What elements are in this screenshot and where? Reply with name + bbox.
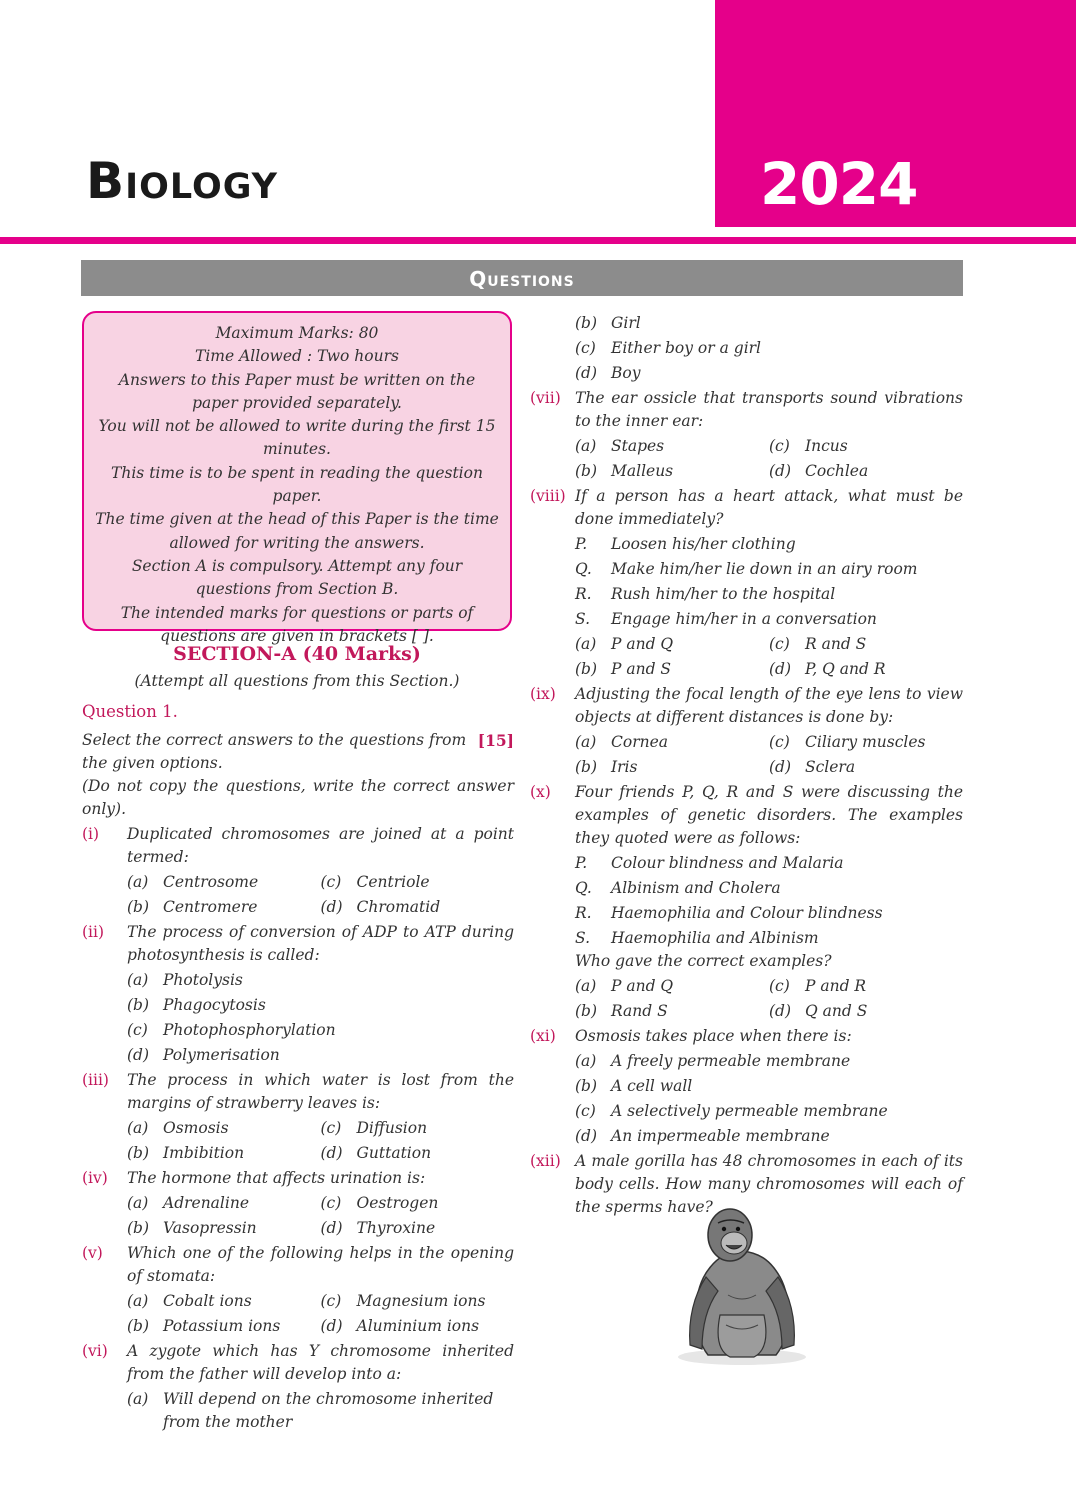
option xyxy=(321,1117,515,1140)
option-text: P and Q xyxy=(611,635,674,653)
option-text: Polymerisation xyxy=(163,1046,280,1064)
option-text: Phagocytosis xyxy=(163,996,266,1014)
left-column xyxy=(82,700,514,1434)
option-text: A freely permeable membrane xyxy=(611,1052,851,1070)
option xyxy=(769,633,963,656)
question-item xyxy=(82,1242,514,1338)
option-text: Cochlea xyxy=(805,462,869,480)
exam-year: 2024 xyxy=(760,150,918,218)
option-text: Girl xyxy=(611,314,641,332)
question-number: (viii) xyxy=(530,487,566,505)
option-list xyxy=(127,1190,514,1240)
option xyxy=(769,756,963,779)
option-text: Chromatid xyxy=(356,898,441,916)
question-item xyxy=(82,1340,514,1434)
question-text: Four friends P, Q, R and S were discussing the examples of genetic disorders. The examples they quoted were as follows: xyxy=(575,783,963,847)
option xyxy=(769,435,963,458)
statement xyxy=(575,533,963,556)
question-intro-text: Select the correct answers to the questions from the given options. xyxy=(82,731,467,772)
question-item xyxy=(530,485,963,681)
option-letter: (b) xyxy=(127,996,150,1014)
option xyxy=(321,1217,515,1240)
option-text: Incus xyxy=(805,437,848,455)
question-note: (Do not copy the questions, write the correct answer only). xyxy=(82,777,514,818)
option xyxy=(575,658,769,681)
option-letter: (a) xyxy=(127,1119,149,1137)
option-text: Boy xyxy=(611,364,641,382)
option-text: Cobalt ions xyxy=(163,1292,252,1310)
option-list xyxy=(575,433,963,483)
option-letter: (a) xyxy=(127,1194,149,1212)
option xyxy=(321,896,515,919)
option-list xyxy=(575,973,963,1023)
question-text: A zygote which has Y chromosome inherited from the father will develop into a: xyxy=(127,1342,514,1383)
option-letter: (d) xyxy=(769,462,792,480)
instruction-line: Answers to this Paper must be written on the paper provided separately. xyxy=(118,370,476,412)
option-letter: (c) xyxy=(320,1194,342,1212)
section-subtitle: (Attempt all questions from this Section.) xyxy=(134,672,460,690)
option xyxy=(127,1117,321,1140)
option-letter: (a) xyxy=(127,873,149,891)
option xyxy=(575,1075,963,1098)
option xyxy=(321,1192,515,1215)
question-number: (x) xyxy=(530,783,551,801)
option xyxy=(575,1000,769,1023)
option-text: Iris xyxy=(611,758,638,776)
option xyxy=(127,1388,514,1434)
option xyxy=(769,460,963,483)
option xyxy=(575,1100,963,1123)
statement xyxy=(575,877,963,900)
option xyxy=(575,1050,963,1073)
option xyxy=(575,435,769,458)
option-text: Potassium ions xyxy=(163,1317,281,1335)
option-text: Oestrogen xyxy=(356,1194,439,1212)
option-list xyxy=(127,1386,514,1434)
question-text: The ear ossicle that transports sound vibrations to the inner ear: xyxy=(575,389,963,430)
question-text: Duplicated chromosomes are joined at a point termed: xyxy=(127,825,514,866)
header-rule xyxy=(0,237,1076,244)
option xyxy=(127,1217,321,1240)
right-column xyxy=(530,310,963,1219)
option-list xyxy=(575,729,963,779)
instruction-line: Maximum Marks: 80 xyxy=(215,324,379,342)
statement xyxy=(575,583,963,606)
questions-banner: Questions xyxy=(81,260,963,296)
question-text: The hormone that affects urination is: xyxy=(127,1169,426,1187)
option-text: Magnesium ions xyxy=(356,1292,486,1310)
option-letter: (a) xyxy=(575,733,597,751)
option xyxy=(575,731,769,754)
statement-text: Engage him/her in a conversation xyxy=(611,610,877,628)
option xyxy=(127,896,321,919)
question-text: If a person has a heart attack, what must be done immediately? xyxy=(575,487,963,528)
option-letter: (c) xyxy=(769,437,790,455)
option-text: Photolysis xyxy=(163,971,243,989)
statement xyxy=(575,558,963,581)
option-letter: (c) xyxy=(769,733,790,751)
statement-letter: R. xyxy=(575,904,592,922)
option-letter: (b) xyxy=(575,462,598,480)
question-number: (ix) xyxy=(530,685,556,703)
option-text: Rand S xyxy=(611,1002,668,1020)
option-text: Photophosphorylation xyxy=(163,1021,336,1039)
option-letter: (b) xyxy=(127,1317,150,1335)
option xyxy=(575,460,769,483)
option-text: R and S xyxy=(805,635,867,653)
statement-letter: Q. xyxy=(575,879,592,897)
option-text: Malleus xyxy=(611,462,674,480)
option-text: Either boy or a girl xyxy=(611,339,762,357)
option-letter: (d) xyxy=(320,1219,343,1237)
question-number: (xii) xyxy=(530,1152,561,1170)
option-list xyxy=(127,1115,514,1165)
option xyxy=(769,1000,963,1023)
option-text: An impermeable membrane xyxy=(611,1127,830,1145)
question-item xyxy=(82,921,514,1067)
question-intro xyxy=(82,729,514,775)
option-text: Will depend on the chromosome inherited from the mother xyxy=(163,1390,494,1431)
option-text: Thyroxine xyxy=(356,1219,436,1237)
question-number: (i) xyxy=(82,825,100,843)
statement-text: Make him/her lie down in an airy room xyxy=(611,560,918,578)
instruction-line: This time is to be spent in reading the question paper. xyxy=(111,463,483,506)
option-text: Centriole xyxy=(356,873,430,891)
question-number: (v) xyxy=(82,1244,103,1262)
instruction-line: You will not be allowed to write during the first 15 minutes. xyxy=(98,417,496,459)
statement-list xyxy=(575,850,963,950)
option-list xyxy=(575,310,963,385)
option-text: Imbibition xyxy=(163,1144,245,1162)
option-letter: (a) xyxy=(575,1052,597,1070)
statement xyxy=(575,927,963,950)
option-letter: (a) xyxy=(127,1390,149,1408)
statement-text: Haemophilia and Albinism xyxy=(611,929,819,947)
option-letter: (d) xyxy=(320,1144,343,1162)
statement-letter: R. xyxy=(575,585,592,603)
option-text: Vasopressin xyxy=(163,1219,257,1237)
option-text: P and S xyxy=(611,660,672,678)
option-text: Q and S xyxy=(805,1002,868,1020)
option-text: Diffusion xyxy=(356,1119,428,1137)
statement-text: Loosen his/her clothing xyxy=(611,535,796,553)
marks-badge: [15] xyxy=(477,731,514,750)
option-letter: (b) xyxy=(575,314,598,332)
option-letter: (c) xyxy=(320,873,342,891)
question-number: (iii) xyxy=(82,1071,109,1089)
subject-title: Biology xyxy=(86,152,278,210)
option-letter: (c) xyxy=(575,339,596,357)
question-item xyxy=(530,387,963,483)
question-number: (iv) xyxy=(82,1169,108,1187)
question-number: (vii) xyxy=(530,389,561,407)
option-letter: (a) xyxy=(575,437,597,455)
option-letter: (c) xyxy=(320,1292,342,1310)
gorilla-illustration xyxy=(668,1195,816,1367)
question-item xyxy=(82,1069,514,1165)
question-number: (ii) xyxy=(82,923,105,941)
option-text: Stapes xyxy=(611,437,665,455)
option xyxy=(127,1192,321,1215)
question-item xyxy=(530,781,963,1023)
option-letter: (d) xyxy=(127,1046,150,1064)
option xyxy=(127,1019,514,1042)
option-letter: (a) xyxy=(127,971,149,989)
option-letter: (d) xyxy=(769,758,792,776)
option-list xyxy=(127,1288,514,1338)
option-text: Centromere xyxy=(163,898,258,916)
question-item xyxy=(530,1025,963,1148)
question-text: Adjusting the focal length of the eye lens to view objects at different distances is done by: xyxy=(575,685,963,726)
option xyxy=(127,871,321,894)
option xyxy=(575,975,769,998)
option-text: Guttation xyxy=(356,1144,432,1162)
question-number: (xi) xyxy=(530,1027,556,1045)
option-list xyxy=(127,869,514,919)
option xyxy=(321,1142,515,1165)
option-letter: (b) xyxy=(575,1002,598,1020)
option xyxy=(575,633,769,656)
statement-letter: P. xyxy=(575,535,588,553)
option-letter: (a) xyxy=(575,977,597,995)
option-text: Centrosome xyxy=(163,873,259,891)
question-label: Question 1. xyxy=(82,702,178,721)
question-item xyxy=(530,683,963,779)
option-text: P, Q and R xyxy=(805,660,886,678)
option xyxy=(127,1290,321,1313)
option xyxy=(321,1315,515,1338)
option-letter: (d) xyxy=(769,1002,792,1020)
option-text: Osmosis xyxy=(163,1119,229,1137)
option-letter: (c) xyxy=(575,1102,596,1120)
option xyxy=(127,1044,514,1067)
question-prompt: Who gave the correct examples? xyxy=(575,952,832,970)
option xyxy=(321,871,515,894)
option-letter: (c) xyxy=(127,1021,148,1039)
statement-list xyxy=(575,531,963,631)
option xyxy=(575,312,963,335)
instruction-line: The time given at the head of this Paper is the time allowed for writing the answers. xyxy=(95,510,499,552)
option-letter: (d) xyxy=(320,1317,343,1335)
instruction-line: The intended marks for questions or parts of questions are given in brackets [ ]. xyxy=(120,603,474,645)
statement xyxy=(575,608,963,631)
option-letter: (b) xyxy=(127,1219,150,1237)
option-letter: (b) xyxy=(575,660,598,678)
option xyxy=(127,969,514,992)
option-letter: (a) xyxy=(127,1292,149,1310)
statement-text: Colour blindness and Malaria xyxy=(611,854,844,872)
option-letter: (b) xyxy=(127,1144,150,1162)
option-letter: (b) xyxy=(575,758,598,776)
option-letter: (d) xyxy=(769,660,792,678)
option-letter: (c) xyxy=(769,635,790,653)
option-list xyxy=(127,967,514,1067)
statement-letter: Q. xyxy=(575,560,592,578)
question-text: Which one of the following helps in the opening of stomata: xyxy=(127,1244,514,1285)
option-text: Aluminium ions xyxy=(356,1317,480,1335)
question-item xyxy=(82,1167,514,1240)
option xyxy=(769,731,963,754)
option xyxy=(575,756,769,779)
option-letter: (a) xyxy=(575,635,597,653)
statement-text: Rush him/her to the hospital xyxy=(611,585,836,603)
question-text: The process of conversion of ADP to ATP during photosynthesis is called: xyxy=(127,923,514,964)
option-letter: (c) xyxy=(769,977,790,995)
option xyxy=(127,1315,321,1338)
question-item xyxy=(82,823,514,919)
option-text: P and R xyxy=(805,977,867,995)
option-letter: (c) xyxy=(320,1119,342,1137)
option xyxy=(321,1290,515,1313)
option xyxy=(575,337,963,360)
option-text: A cell wall xyxy=(611,1077,693,1095)
option xyxy=(769,975,963,998)
instruction-line: Section A is compulsory. Attempt any four questions from Section B. xyxy=(131,556,463,599)
option xyxy=(575,1125,963,1148)
option-text: Adrenaline xyxy=(163,1194,249,1212)
statement xyxy=(575,902,963,925)
section-title: SECTION-A (40 Marks) xyxy=(173,643,421,665)
option-letter: (b) xyxy=(575,1077,598,1095)
option xyxy=(127,1142,321,1165)
option-text: A selectively permeable membrane xyxy=(611,1102,888,1120)
option-text: Sclera xyxy=(805,758,856,776)
statement-letter: S. xyxy=(575,610,590,628)
option-letter: (d) xyxy=(575,1127,598,1145)
option-list xyxy=(575,1048,963,1148)
question-text: The process in which water is lost from the margins of strawberry leaves is: xyxy=(127,1071,514,1112)
option-text: Cornea xyxy=(611,733,668,751)
option-list xyxy=(575,631,963,681)
option-text: P and Q xyxy=(611,977,674,995)
statement xyxy=(575,852,963,875)
option-letter: (b) xyxy=(127,898,150,916)
question-text: A male gorilla has 48 chromosomes in each of its body cells. How many chromosomes will each of the sperms have? xyxy=(575,1152,963,1216)
statement-text: Haemophilia and Colour blindness xyxy=(611,904,883,922)
option-letter: (d) xyxy=(575,364,598,382)
question-text: Osmosis takes place when there is: xyxy=(575,1027,852,1045)
statement-letter: S. xyxy=(575,929,590,947)
instructions-box xyxy=(82,311,512,645)
question-number: (vi) xyxy=(82,1342,108,1360)
option xyxy=(575,362,963,385)
option-text: Ciliary muscles xyxy=(805,733,926,751)
option xyxy=(769,658,963,681)
option xyxy=(127,994,514,1017)
option-letter: (d) xyxy=(320,898,343,916)
instruction-line: Time Allowed : Two hours xyxy=(195,347,399,366)
statement-letter: P. xyxy=(575,854,588,872)
statement-text: Albinism and Cholera xyxy=(611,879,781,897)
